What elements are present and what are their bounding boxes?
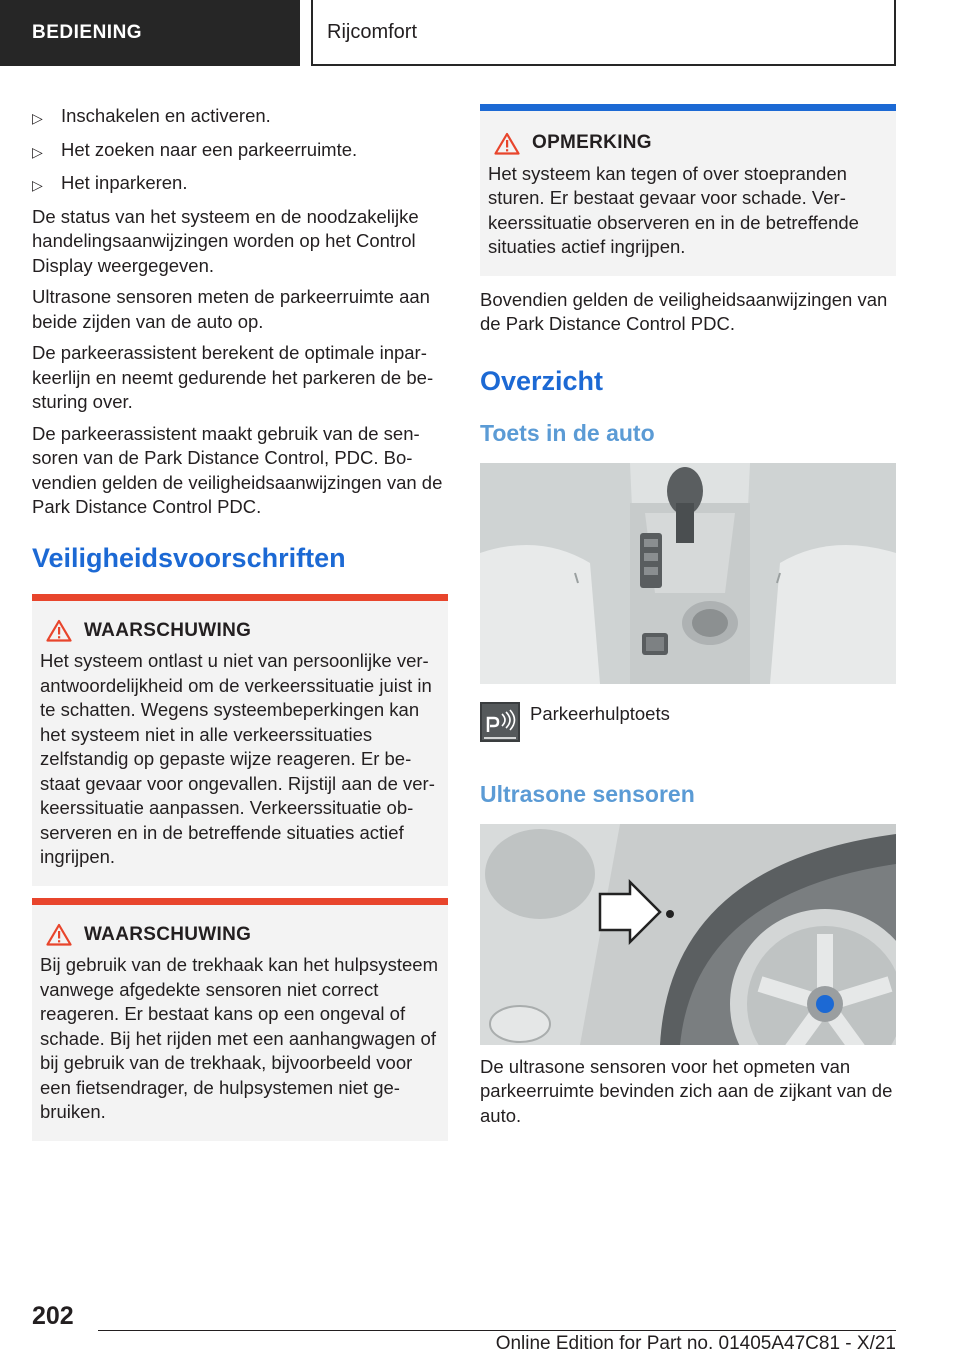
warning-title: WAARSCHUWING [84, 923, 252, 945]
step-item [32, 104, 448, 131]
warning-box [32, 898, 448, 1141]
paragraph: Ultrasone sensoren meten de parkeerruimte aan beide zijden van de auto op. [32, 286, 430, 332]
right-column [480, 104, 896, 1135]
step-text: Het inparkeren. [61, 172, 188, 193]
console-photo [480, 463, 896, 684]
triangle-right-icon: ▷ [32, 143, 43, 160]
warning-title-row [40, 619, 440, 644]
warning-triangle-icon [46, 619, 72, 642]
note-title: OPMERKING [532, 132, 652, 153]
note-text: Het systeem kan tegen of over stoepranden sturen. Er bestaat gevaar voor schade. Verkeerssituatie observeren en in de betreffende situaties actief ingrijpen. [488, 162, 859, 257]
sensors-heading: Ultrasone sensoren [480, 780, 695, 807]
warning-box [32, 594, 448, 886]
warning-title: WAARSCHUWING [84, 619, 252, 641]
note-box [480, 104, 896, 276]
triangle-right-icon: ▷ [32, 177, 43, 193]
step-text: Het zoeken naar een parkeerruimte. [61, 138, 358, 160]
warning-triangle-icon [46, 923, 72, 946]
warning-title-row [40, 923, 440, 948]
chapter-header [311, 0, 896, 66]
footer-divider [98, 1330, 896, 1331]
warning-text: Bij gebruik van de trekhaak kan het hulpsysteem vanwege afgedekte sensoren niet correct reageren. Er bestaat kans op een ongeval of schade. Bij het rijden met een aanhangwagen of bij gebruik van de trekhaak, bijvoorbeeld voor een fietsendrager, de hulpsystemen niet gebruiken. [40, 954, 438, 1122]
button-heading: Toets in de auto [480, 419, 655, 446]
step-item [32, 171, 448, 198]
note-title-row [488, 131, 888, 156]
parking-key-row [480, 702, 896, 742]
sensor-photo [480, 824, 896, 1045]
paragraph: Bovendien gelden de veiligheidsaanwijzingen van de Park Distance Control PDC. [480, 288, 888, 334]
warning-triangle-icon [494, 132, 520, 155]
triangle-right-icon: ▷ [32, 110, 43, 126]
safety-heading: Veiligheidsvoorschriften [32, 542, 346, 573]
chapter-title: Rijcomfort [327, 20, 418, 43]
paragraph: De parkeerassistent maakt gebruik van de sensoren van de Park Distance Control, PDC. Bovendien gelden de veiligheidsaanwijzingen van de Park Distance Control PDC. [32, 422, 443, 517]
step-text: Inschakelen en activeren. [61, 105, 271, 126]
section-tab [0, 0, 300, 66]
edition-note: Online Edition for Part no. 01405A47C81 - X/21 [495, 1333, 896, 1354]
parking-assistant-icon [480, 702, 520, 742]
page-number: 202 [32, 1302, 74, 1330]
paragraph: De status van het systeem en de noodzakelijke handelingsaanwijzingen worden op het Control Display weergegeven. [32, 205, 419, 276]
paragraph: De parkeerassistent berekent de optimale inparkeerlijn en neemt gedurende het parkeren de besturing over. [32, 342, 434, 412]
section-title: BEDIENING [32, 22, 143, 43]
left-column [32, 104, 448, 1141]
parking-key-label: Parkeerhulptoets [530, 702, 670, 724]
sensors-text: De ultrasone sensoren voor het opmeten van parkeerruimte bevinden zich aan de zijkant van de auto. [480, 1055, 893, 1126]
step-item [32, 138, 448, 165]
warning-text: Het systeem ontlast u niet van persoonlijke verantwoordelijkheid om de verkeerssituatie juist in te schatten. Wegens systeembeperkingen kan het systeem niet in alle verkeerssituaties zelfstandig op gepaste wijze reageren. Er bestaat gevaar voor ongevallen. Rijstijl aan de verkeerssituatie aanpassen. Verkeerssituatie observeren en in de betreffende situaties actief ingrijpen. [40, 650, 435, 867]
overview-heading: Overzicht [480, 365, 604, 396]
